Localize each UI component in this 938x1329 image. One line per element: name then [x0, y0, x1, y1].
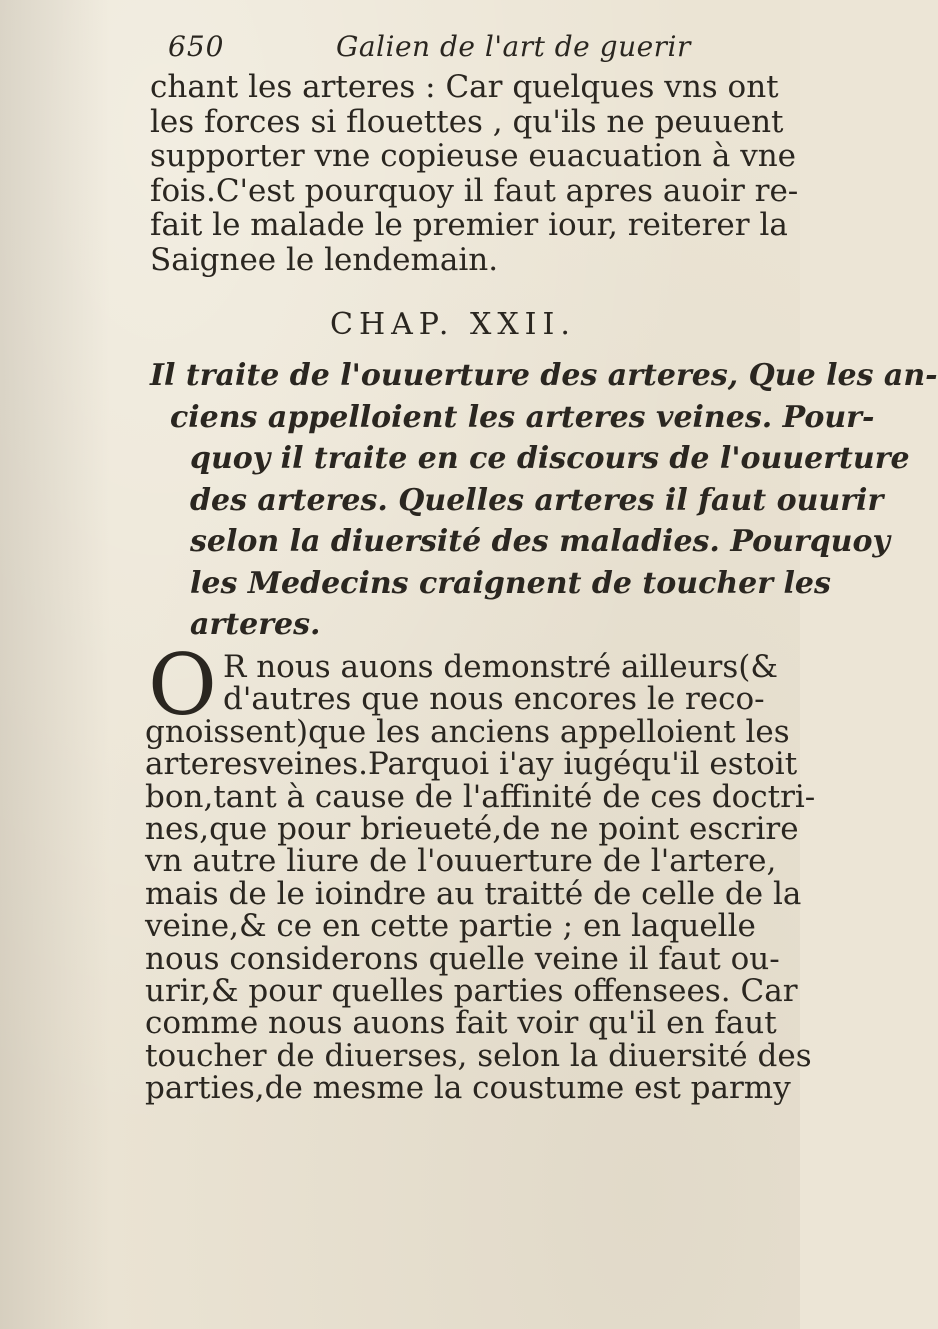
- summary-line: quoy il traite en ce discours de l'ouuerture: [190, 441, 910, 476]
- text-line: les forces si flouettes , qu'ils ne peuuent: [150, 103, 784, 140]
- text-line: nes,que pour brieueté,de ne point escrire: [145, 810, 799, 847]
- text-line: gnoissent)que les anciens appelloient les: [145, 713, 790, 750]
- chapter-heading: CHAP. XXII.: [330, 307, 576, 342]
- text-line: bon,tant à cause de l'affinité de ces doctri-: [145, 778, 816, 815]
- text-line: fait le malade le premier iour, reiterer la: [150, 207, 788, 243]
- text-line: R nous auons demonstré ailleurs(&: [223, 649, 778, 685]
- running-title: Galien de l'art de guerir: [336, 30, 691, 63]
- dropcap-letter: O: [148, 636, 217, 734]
- text-line: fois.C'est pourquoy il faut apres auoir re-: [150, 172, 799, 209]
- summary-line: Il traite de l'ouuerture des arteres, Que les an-: [150, 358, 938, 393]
- summary-line: arteres.: [190, 607, 321, 642]
- gutter-shadow: [0, 0, 110, 1329]
- page-header: [168, 30, 728, 70]
- summary-line: des arteres. Quelles arteres il faut ouurir: [190, 482, 884, 518]
- summary-line: ciens appelloient les arteres veines. Pour-: [170, 399, 875, 435]
- summary-line: les Medecins craignent de toucher les: [190, 565, 831, 601]
- text-line: arteresveines.Parquoi i'ay iugéqu'il estoit: [145, 746, 798, 783]
- text-line: nous considerons quelle veine il faut ou-: [145, 940, 780, 977]
- text-line: veine,& ce en cette partie ; en laquelle: [145, 908, 756, 945]
- text-line: urir,& pour quelles parties offensees. Car: [145, 972, 798, 1009]
- text-line: vn autre liure de l'ouuerture de l'artere,: [145, 843, 777, 880]
- body-paragraph: [145, 649, 816, 1107]
- text-line: supporter vne copieuse euacuation à vne: [150, 138, 797, 174]
- text-line: toucher de diuerses, selon la diuersité des: [145, 1037, 812, 1074]
- text-line: chant les arteres : Car quelques vns ont: [150, 69, 779, 105]
- page-number: 650: [168, 30, 225, 63]
- text-line: mais de le ioindre au traitté de celle de la: [145, 875, 802, 912]
- text-line: Saignee le lendemain.: [150, 241, 499, 278]
- summary-line: selon la diuersité des maladies. Pourquoy: [190, 524, 890, 559]
- chapter-summary: [150, 355, 938, 646]
- text-line: d'autres que nous encores le reco-: [223, 681, 765, 718]
- text-line: comme nous auons fait voir qu'il en faut: [145, 1005, 777, 1042]
- opening-paragraph: [150, 69, 799, 278]
- text-line: parties,de mesme la coustume est parmy: [145, 1070, 791, 1107]
